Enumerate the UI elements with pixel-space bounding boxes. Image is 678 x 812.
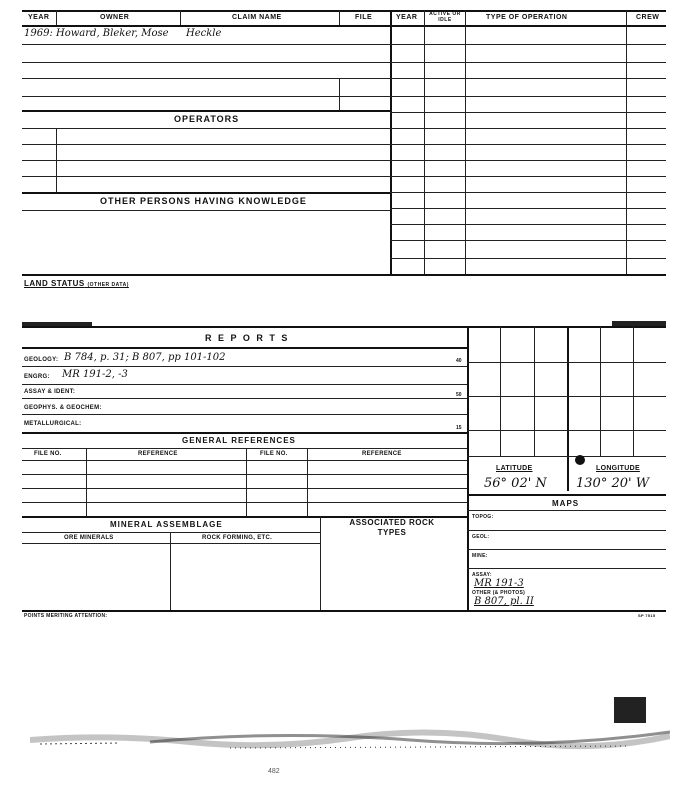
- col-divider: [56, 10, 57, 25]
- ore-minerals-header: ORE MINERALS: [64, 535, 114, 541]
- row-line: [22, 384, 467, 385]
- grid-line: [500, 326, 501, 456]
- latitude-label: LATITUDE: [496, 465, 533, 472]
- grid-line: [467, 396, 666, 397]
- row-line: [390, 192, 666, 193]
- row-line: [22, 460, 467, 461]
- row-line: [22, 448, 467, 449]
- col-divider: [307, 448, 308, 516]
- general-references-rule: [22, 432, 467, 434]
- row-line: [22, 210, 390, 211]
- row-line: [22, 366, 467, 367]
- metallurgical-label: METALLURGICAL:: [24, 421, 82, 427]
- main-vertical-divider: [390, 10, 392, 275]
- row-line: [22, 96, 390, 97]
- row-line: [390, 96, 666, 97]
- row-line: [22, 543, 320, 544]
- header-file: FILE: [355, 14, 373, 21]
- col-divider: [339, 78, 340, 110]
- mineral-assemblage-title: MINERAL ASSEMBLAGE: [110, 520, 223, 529]
- col-divider: [86, 448, 87, 516]
- mine-label: MINE:: [472, 553, 488, 559]
- operators-rule: [22, 110, 390, 112]
- geology-code: 40: [456, 358, 462, 364]
- row-line: [22, 532, 320, 533]
- form-number: SP 7515: [638, 613, 656, 618]
- grid-line: [467, 430, 666, 431]
- col-divider: [320, 516, 321, 610]
- grid-line: [633, 326, 634, 456]
- engrg-value: MR 191-2, -3: [62, 369, 128, 380]
- longitude-label: LONGITUDE: [596, 465, 640, 472]
- row-line: [390, 112, 666, 113]
- row-line: [390, 144, 666, 145]
- reports-top-rule: [22, 326, 666, 328]
- row-line: [390, 240, 666, 241]
- row-line: [22, 414, 467, 415]
- col-divider: [180, 10, 181, 25]
- row-line: [390, 160, 666, 161]
- claim-entry: Heckle: [186, 28, 222, 39]
- header-active-idle: ACTIVE OR IDLE: [429, 11, 461, 23]
- row-line: [390, 78, 666, 79]
- assay-code: 50: [456, 392, 462, 398]
- general-references-title: GENERAL REFERENCES: [182, 436, 296, 445]
- other-label: OTHER (& PHOTOS): [472, 590, 526, 596]
- row-line: [22, 128, 390, 129]
- row-line: [22, 502, 467, 503]
- reports-rule: [22, 347, 467, 349]
- row-line: [22, 398, 467, 399]
- section-rule: [22, 274, 666, 276]
- header-year-2: YEAR: [396, 14, 418, 21]
- row-line: [22, 144, 390, 145]
- header-rule: [22, 25, 666, 27]
- bottom-rule: [22, 610, 666, 612]
- geology-label: GEOLOGY:: [24, 357, 59, 363]
- header-claim-name: CLAIM NAME: [232, 14, 282, 21]
- row-line: [390, 44, 666, 45]
- row-line: [390, 176, 666, 177]
- geophys-label: GEOPHYS. & GEOCHEM:: [24, 405, 102, 411]
- topog-label: TOPOG:: [472, 514, 494, 520]
- other-persons-title: OTHER PERSONS HAVING KNOWLEDGE: [100, 196, 307, 206]
- grid-line: [567, 326, 569, 491]
- row-line: [22, 474, 467, 475]
- ref-col-file-no-2: FILE NO.: [260, 451, 288, 457]
- col-divider: [339, 10, 340, 25]
- location-dot-icon: [575, 455, 585, 465]
- row-line: [22, 176, 390, 177]
- operators-title: OPERATORS: [174, 114, 240, 124]
- other-persons-rule: [22, 192, 390, 194]
- latitude-value: 56° 02' N: [484, 476, 547, 491]
- col-divider: [170, 532, 171, 610]
- header-crew: CREW: [636, 14, 660, 21]
- header-owner: OWNER: [100, 14, 130, 21]
- geol-label: GEOL:: [472, 534, 490, 540]
- rock-forming-header: ROCK FORMING, ETC.: [202, 535, 273, 541]
- longitude-value: 130° 20' W: [576, 476, 650, 491]
- maps-title: MAPS: [552, 499, 580, 508]
- row-line: [467, 530, 666, 531]
- header-year: YEAR: [28, 14, 50, 21]
- row-line: [22, 488, 467, 489]
- assay-label: ASSAY & IDENT:: [24, 389, 76, 395]
- row-line: [22, 160, 390, 161]
- grid-line: [600, 326, 601, 456]
- metallurgical-code: 15: [456, 425, 462, 431]
- row-line: [467, 568, 666, 569]
- page-mark: 482: [268, 768, 280, 775]
- owner-entry: 1969: Howard, Bleker, Mose: [24, 28, 169, 39]
- header-type-of-operation: TYPE OF OPERATION: [486, 14, 568, 21]
- col-divider: [246, 448, 247, 516]
- row-line: [467, 549, 666, 550]
- row-line: [390, 208, 666, 209]
- row-line: [22, 62, 390, 63]
- col-divider: [424, 10, 425, 275]
- row-line: [390, 224, 666, 225]
- ref-col-reference: REFERENCE: [138, 451, 178, 457]
- assay-map-label: ASSAY:: [472, 572, 492, 578]
- row-line: [390, 258, 666, 259]
- engrg-label: ENGRG:: [24, 374, 50, 380]
- col-divider: [626, 10, 627, 275]
- other-value: B 807, pl. II: [474, 596, 534, 607]
- row-line: [390, 128, 666, 129]
- grid-line: [467, 456, 666, 457]
- maps-rule: [467, 494, 666, 496]
- associated-rock-types-title: ASSOCIATED ROCK TYPES: [349, 518, 435, 537]
- top-border: [22, 10, 666, 12]
- geology-value: B 784, p. 31; B 807, pp 101-102: [64, 352, 226, 363]
- grid-line: [467, 362, 666, 363]
- row-line: [22, 44, 390, 45]
- assay-map-value: MR 191-3: [474, 578, 524, 589]
- col-divider: [465, 10, 466, 275]
- grid-line: [534, 326, 535, 456]
- land-status-title: LAND STATUS (OTHER DATA): [24, 279, 129, 288]
- ref-col-reference-2: REFERENCE: [362, 451, 402, 457]
- row-line: [467, 510, 666, 511]
- points-meriting-attention: POINTS MERITING ATTENTION:: [24, 613, 108, 619]
- ref-col-file-no: FILE NO.: [34, 451, 62, 457]
- row-line: [390, 62, 666, 63]
- scan-noise-band: [30, 718, 670, 758]
- reports-title: R E P O R T S: [205, 333, 290, 343]
- row-line: [22, 78, 390, 79]
